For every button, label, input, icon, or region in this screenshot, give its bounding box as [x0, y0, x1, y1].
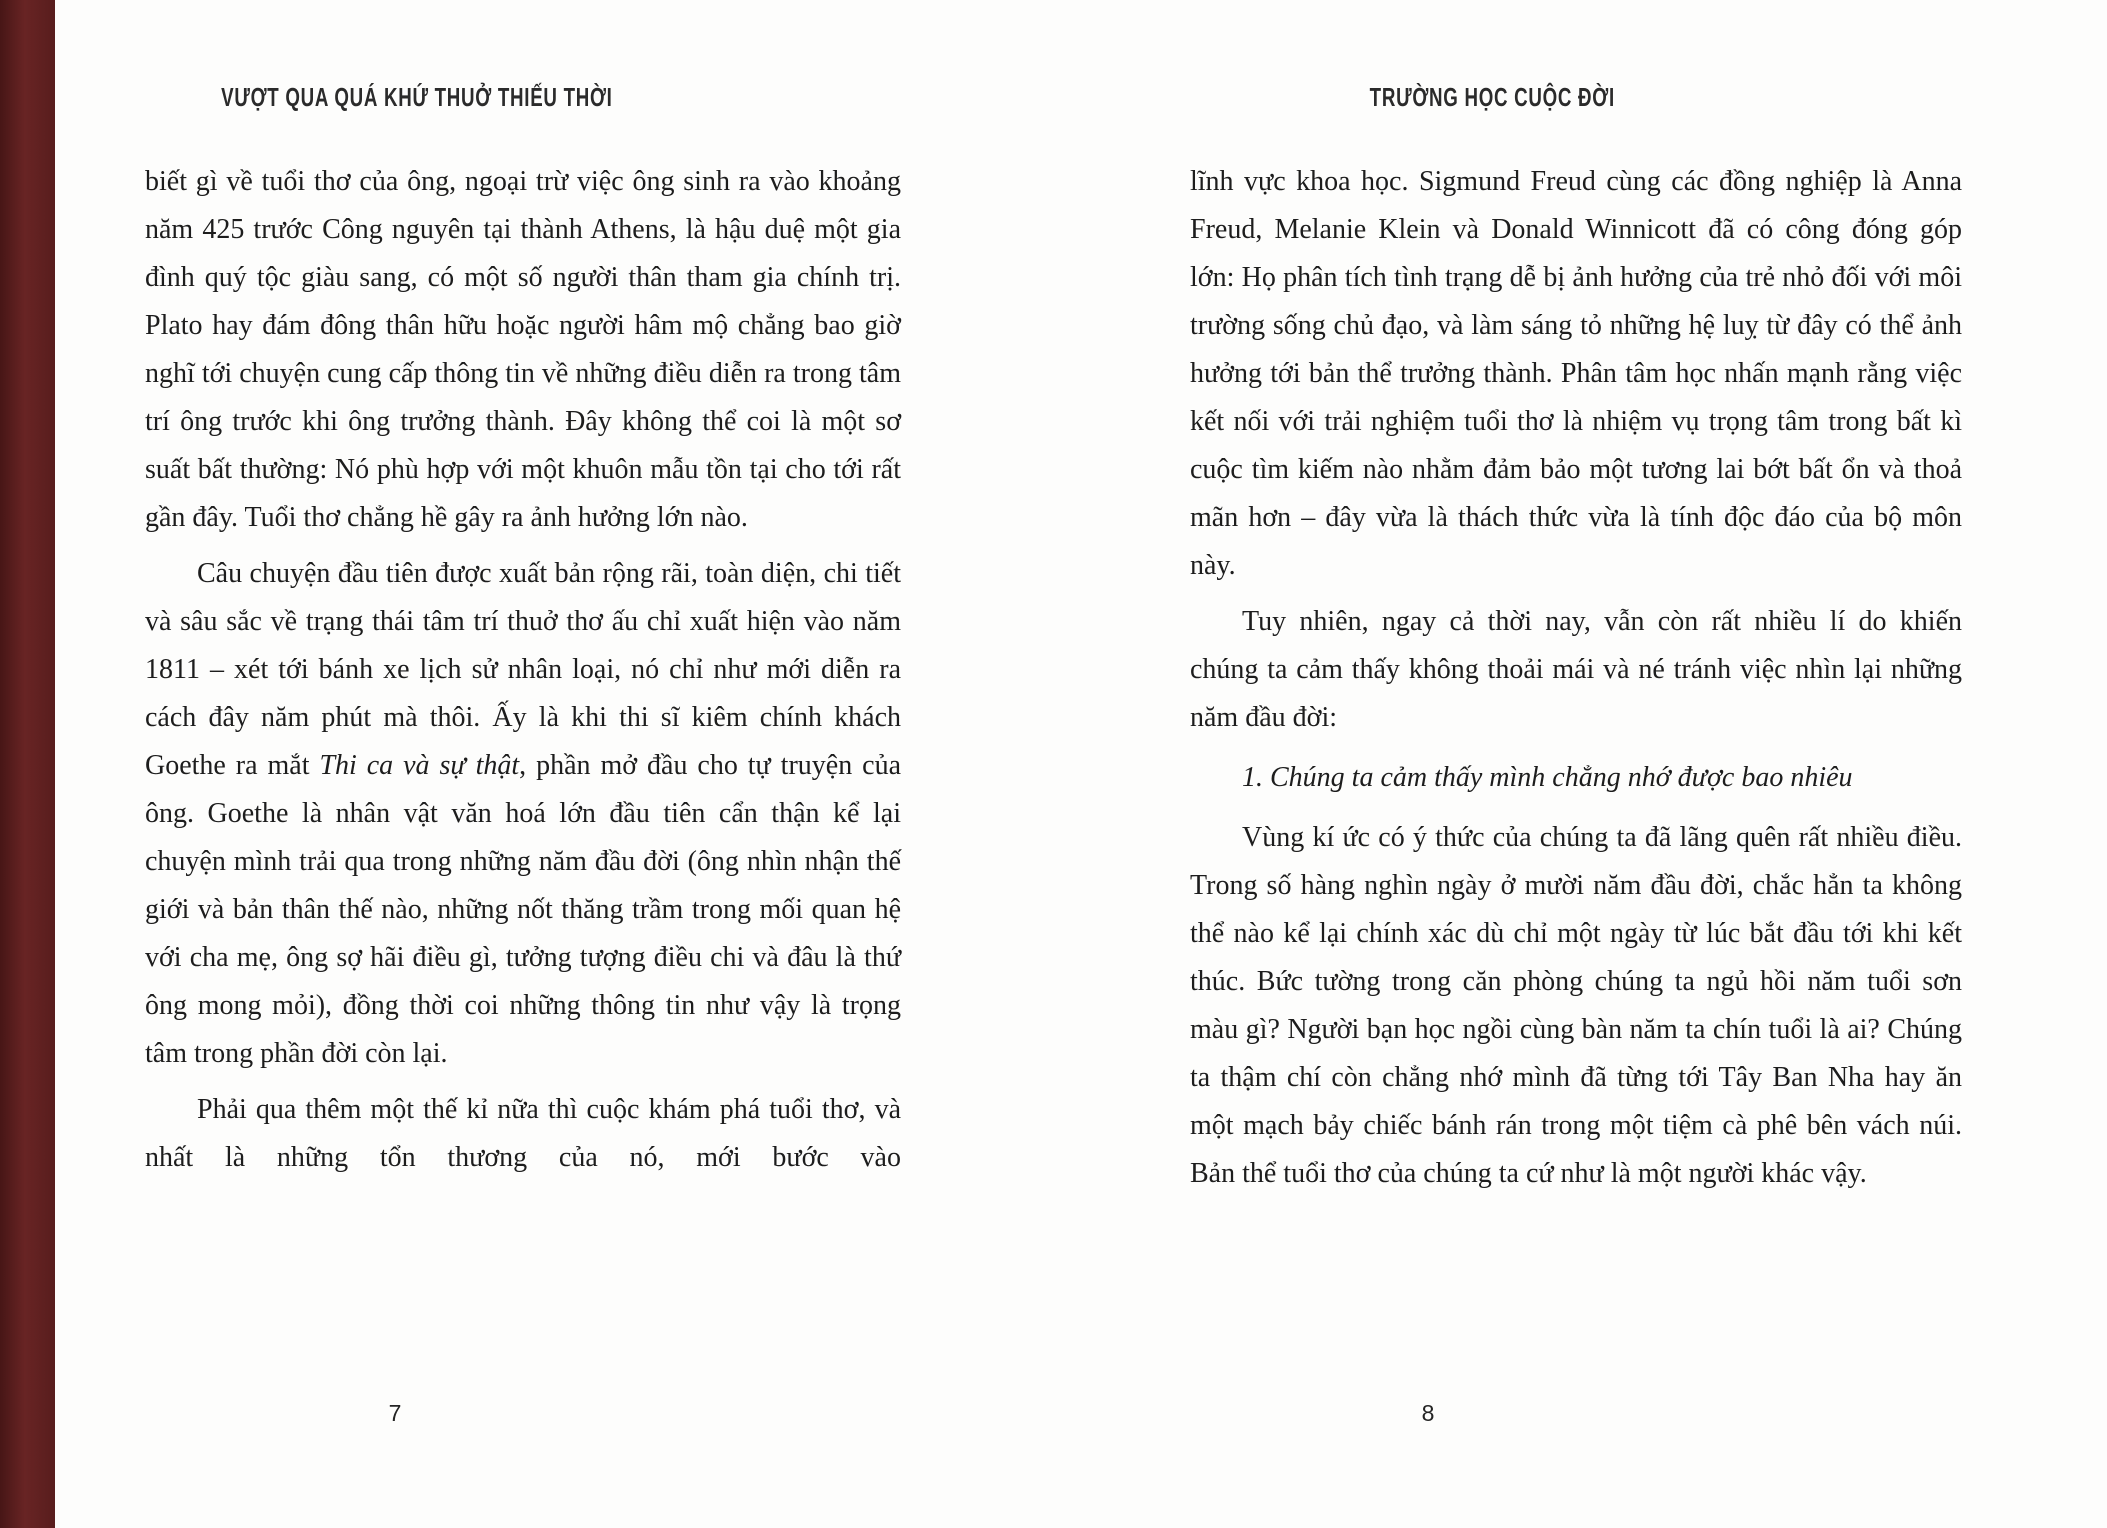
body-text-right [1190, 158, 1962, 1206]
running-header-right [1190, 82, 1794, 113]
italic-text-segment: 1. Chúng ta cảm thấy mình chẳng nhớ được bao nhiêu [1242, 762, 1853, 793]
text-segment: Vùng kí ức có ý thức của chúng ta đã lãng quên rất nhiều điều. Trong số hàng nghìn ngày ở mười năm đầu đời, chắc hẳn ta không thể nào kể lại chính xác dù chỉ một ngày từ lúc bắt đầu tới khi kết thúc. Bức tường trong căn phòng chúng ta ngủ hồi năm tuổi sơn màu gì? Người bạn học ngồi cùng bàn năm ta chín tuổi là ai? Chúng ta thậm chí còn chẳng nhớ mình đã từng tới Tây Ban Nha hay ăn một mạch bảy chiếc bánh rán trong một tiệm cà phê bên vách núi. Bản thể tuổi thơ của chúng ta cứ như là một người khác vậy. [1190, 822, 1962, 1189]
paragraph [145, 550, 901, 1078]
paragraph [145, 158, 901, 542]
section-heading [1190, 754, 1962, 802]
paragraph [145, 1086, 901, 1182]
text-segment: Tuy nhiên, ngay cả thời nay, vẫn còn rất nhiều lí do khiến chúng ta cảm thấy không thoải mái và né tránh việc nhìn lại những năm đầu đời: [1190, 606, 1962, 733]
running-header-left-text: VƯỢT QUA QUÁ KHỨ THUỞ THIẾU THỜI [221, 82, 613, 112]
book-cover-edge [0, 0, 55, 1528]
text-segment: Câu chuyện đầu tiên được xuất bản rộng rãi, toàn diện, chi tiết và sâu sắc về trạng thái tâm trí thuở thơ ấu chỉ xuất hiện vào năm 1811 – xét tới bánh xe lịch sử nhân loại, nó chỉ như mới diễn ra cách đây năm phút mà thôi. Ấy là khi thi sĩ kiêm chính khách Goethe ra mắt [145, 558, 901, 781]
text-segment: , phần mở đầu cho tự truyện của ông. Goethe là nhân vật văn hoá lớn đầu tiên cẩn thận kể lại chuyện mình trải qua trong những năm đầu đời (ông nhìn nhận thế giới và bản thân thế nào, những nốt thăng trầm trong mối quan hệ với cha mẹ, ông sợ hãi điều gì, tưởng tượng điều chi và đâu là thứ ông mong mỏi), đồng thời coi những thông tin như vậy là trọng tâm trong phần đời còn lại. [145, 750, 902, 1069]
paragraph [1190, 598, 1962, 742]
running-header-left [145, 82, 685, 113]
text-segment: Phải qua thêm một thế kỉ nữa thì cuộc khám phá tuổi thơ, và nhất là những tổn thương của nó, mới bước vào [145, 1094, 901, 1173]
page-number-left: 7 [388, 1400, 402, 1426]
body-text-left [145, 158, 901, 1190]
running-header-right-text: TRƯỜNG HỌC CUỘC ĐỜI [1369, 82, 1615, 112]
page-number-right: 8 [1421, 1400, 1435, 1426]
paragraph [1190, 814, 1962, 1198]
paragraph [1190, 158, 1962, 590]
text-segment: biết gì về tuổi thơ của ông, ngoại trừ việc ông sinh ra vào khoảng năm 425 trước Công nguyên tại thành Athens, là hậu duệ một gia đình quý tộc giàu sang, có một số người thân tham gia chính trị. Plato hay đám đông thân hữu hoặc người hâm mộ chẳng bao giờ nghĩ tới chuyện cung cấp thông tin về những điều diễn ra trong tâm trí ông trước khi ông trưởng thành. Đây không thể coi là một sơ suất bất thường: Nó phù hợp với một khuôn mẫu tồn tại cho tới rất gần đây. Tuổi thơ chẳng hề gây ra ảnh hưởng lớn nào. [145, 166, 901, 533]
italic-text-segment: Thi ca và sự thật [319, 750, 520, 781]
text-segment: lĩnh vực khoa học. Sigmund Freud cùng các đồng nghiệp là Anna Freud, Melanie Klein và Donald Winnicott đã có công đóng góp lớn: Họ phân tích tình trạng dễ bị ảnh hưởng của trẻ nhỏ đối với môi trường sống chủ đạo, và làm sáng tỏ những hệ luỵ từ đây có thể ảnh hưởng tới bản thể trưởng thành. Phân tâm học nhấn mạnh rằng việc kết nối với trải nghiệm tuổi thơ là nhiệm vụ trọng tâm trong bất kì cuộc tìm kiếm nào nhằm đảm bảo một tương lai bớt bất ổn và thoả mãn hơn – đây vừa là thách thức vừa là tính độc đáo của bộ môn này. [1190, 166, 1962, 581]
